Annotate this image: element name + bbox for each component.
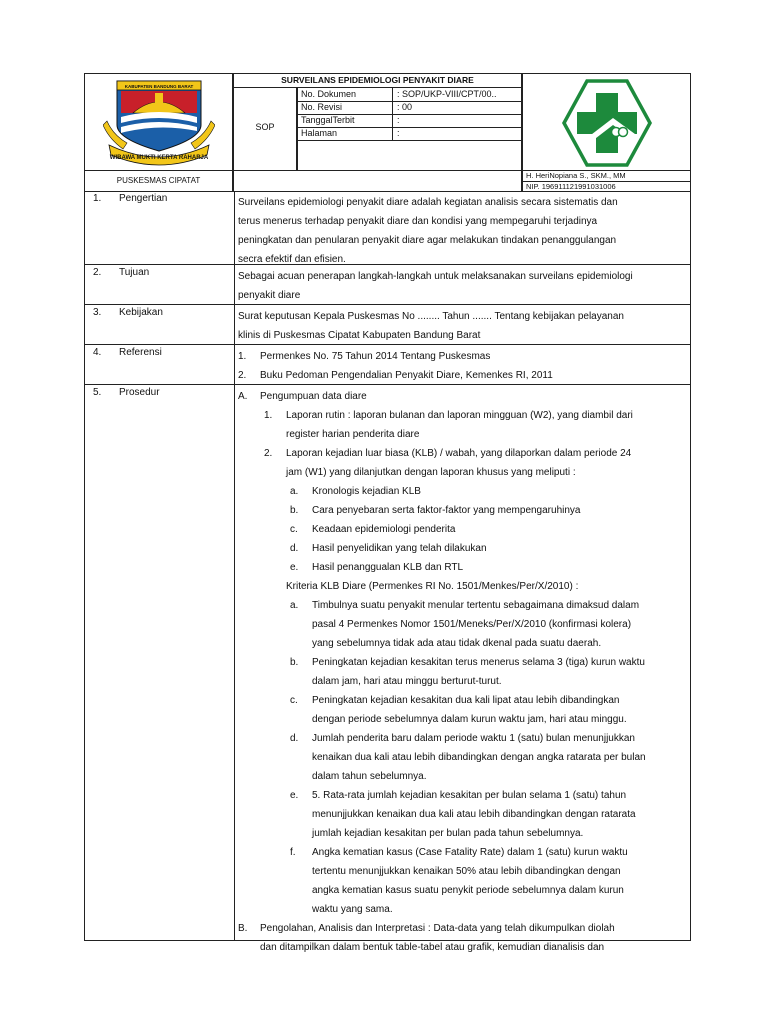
prosedur-a2: 2. Laporan kejadian luar biasa (KLB) / wabah, yang dilaporkan dalam periode 24 jam (W1) yang dilanjutkan dengan laporan khusus yang meliputi : xyxy=(264,448,632,478)
document-header xyxy=(84,73,691,192)
label-kebijakan: Kebijakan xyxy=(119,307,163,318)
signatory-name: H. HeriNopiana S., SKM., MM xyxy=(523,171,690,182)
list-item: e. Hasil penanggualan KLB dan RTL xyxy=(290,562,464,573)
kriteria-item-e: e. 5. Rata-rata jumlah kejadian kesakitan per bulan selama 1 (satu) tahun menunjjukkan kenaikan dua kali atau lebih dibandingkan dengan ratarata jumlah kejadian kesakitan per bulan pada tahun sebelumnya. xyxy=(290,790,636,839)
label-pengertian: Pengertian xyxy=(119,193,168,204)
header-empty-cell xyxy=(233,170,522,192)
kriteria-item-a: a. Timbulnya suatu penyakit menular tertentu sebagaimana dimaksud dalam pasal 4 Permenkes Nomor 1501/Meneks/Per/X/2010 (konfirmasi kolera) yang sebelumnya tidak ada atau tidak dkenal pada suatu daerah. xyxy=(290,600,640,649)
signatory-cell xyxy=(522,170,691,192)
puskesmas-logo xyxy=(561,78,653,168)
kriteria-item-d: d. Jumlah penderita baru dalam periode waktu 1 (satu) bulan menunjjukkan kenaikan dua kali atau lebih dibandingkan dengan angka ratarata per bulan dalam tahun sebelumnya. xyxy=(290,733,646,782)
kriteria-item-b: b. Peningkatan kejadian kesakitan terus menerus selama 3 (tiga) kurun waktu dalam jam, hari atau minggu berturut-turut. xyxy=(290,657,645,687)
list-item: 2. Buku Pedoman Pengendalian Penyakit Diare, Kemenkes RI, 2011 xyxy=(238,370,553,381)
row-kebijakan: 3. Kebijakan Surat keputusan Kepala Puskesmas No ........ Tahun ....... Tentang kebijakan pelayanan klinis di Puskesmas Cipatat Kabupaten Bandung Barat xyxy=(84,305,691,345)
puskesmas-cell xyxy=(84,170,233,192)
row-pengertian: 1. Pengertian Surveilans epidemiologi penyakit diare adalah kegiatan analisis secara sistematis dan terus menerus terhadap penyakit diare dan kondisi yang mempegaruhi terjadinya peningkatan dan penularan penyakit diare agar melakukan tindakan penanggulangan secra efektif dan efisien. xyxy=(84,191,691,265)
document-title: SURVEILANS EPIDEMIOLOGI PENYAKIT DIARE xyxy=(281,75,474,85)
content-prosedur xyxy=(238,387,687,957)
content-referensi xyxy=(238,347,687,385)
logo-cell-right xyxy=(522,73,691,171)
list-item: b. Cara penyebaran serta faktor-faktor yang mempengaruhinya xyxy=(290,505,581,516)
content-kebijakan: Surat keputusan Kepala Puskesmas No ........ Tahun ....... Tentang kebijakan pelayanan klinis di Puskesmas Cipatat Kabupaten Bandung Barat xyxy=(238,311,624,341)
kriteria-klb-heading: Kriteria KLB Diare (Permenkes RI No. 1501/Menkes/Per/X/2010) : xyxy=(286,581,579,592)
document-meta: No. Dokumen : SOP/UKP-VIII/CPT/00.. No. Revisi : 00 TanggalTerbit : Halaman : xyxy=(297,87,522,171)
kabupaten-bandung-barat-logo xyxy=(103,77,215,167)
kriteria-item-f: f. Angka kematian kasus (Case Fatality Rate) dalam 1 (satu) kurun waktu tertentu menunjjukkan kenaikan 50% atau lebih dibandingkan dengan angka kematian kasus suatu penykit periode sebelumnya dalam kurun waktu yang sama. xyxy=(290,847,628,915)
list-item: c. Keadaan epidemiologi penderita xyxy=(290,524,456,535)
list-item: d. Hasil penyelidikan yang telah dilakukan xyxy=(290,543,487,554)
row-tujuan: 2. Tujuan Sebagai acuan penerapan langkah-langkah untuk melaksanakan surveilans epidemiologi penyakit diare xyxy=(84,265,691,305)
content-tujuan: Sebagai acuan penerapan langkah-langkah untuk melaksanakan surveilans epidemiologi penyakit diare xyxy=(238,271,633,301)
prosedur-a-title: A. Pengumpuan data diare xyxy=(238,391,367,402)
list-item: a. Kronologis kejadian KLB xyxy=(290,486,421,497)
puskesmas-name: PUSKESMAS CIPATAT xyxy=(116,176,201,185)
row-prosedur: 5. Prosedur A. Pengumpuan data diare 1. Laporan rutin : laporan bulanan dan laporan mingguan (W2), yang diambil dari register harian penderita diare 2. Laporan kejadian luar biasa (KLB) / wabah, yang dilaporkan dalam periode 24 jam (W1) yang dilanjutkan dengan laporan khusus yang meliputi : a. Kronologis kejadian KLB b. Cara penyebaran serta faktor-faktor yang mempengaruhinya c. Keadaan epidemiologi penderita d. Hasil penyelidikan yang telah dilakukan e. Hasil penanggualan KLB dan RTL Kriteria KLB Diare (Permenkes RI No. 1501/Menkes/Per/X/2010) : a. Timbulnya suatu penyakit menular tertentu sebagaimana dimaksud dalam pasal 4 Permenkes Nomor 1501/Meneks/Per/X/2010 (konfirmasi kolera) yang sebelumnya tidak ada atau tidak dkenal pada suatu daerah. b. Peningkatan kejadian kesakitan terus menerus selama 3 (tiga) kurun waktu dalam jam, hari atau minggu berturut-turut. c. Peningkatan kejadian kesakitan dua kali lipat atau lebih dibandingkan dengan periode sebelumnya dalam kurun waktu jam, hari atau minggu. d. Jumlah penderita baru dalam periode waktu 1 (satu) bulan menunjjukkan kenaikan dua kali atau lebih dibandingkan dengan angka ratarata per bulan dalam tahun sebelumnya. e. 5. Rata-rata jumlah kejadian kesakitan per bulan selama 1 (satu) tahun menunjjukkan kenaikan dua kali atau lebih dibandingkan dengan ratarata jumlah kejadian kesakitan per bulan pada tahun sebelumnya. f. Angka kematian kasus (Case Fatality Rate) dalam 1 (satu) kurun waktu tertentu menunjjukkan kenaikan 50% atau lebih dibandingkan dengan angka kematian kasus suatu penykit periode sebelumnya dalam kurun waktu yang sama. B. Pengolahan, Analisis dan Interpretasi : Data-data yang telah dikumpulkan diolah dan ditampilkan dalam bentuk table-tabel atau grafik, kemudian dianalisis dan xyxy=(84,385,691,941)
signatory-nip: NIP. 196911121991031006 xyxy=(526,182,616,191)
prosedur-a1: 1. Laporan rutin : laporan bulanan dan laporan mingguan (W2), yang diambil dari register harian penderita diare xyxy=(264,410,633,440)
label-referensi: Referensi xyxy=(119,347,162,358)
sop-label: SOP xyxy=(255,122,275,132)
kriteria-item-c: c. Peningkatan kejadian kesakitan dua kali lipat atau lebih dibandingkan dengan periode sebelumnya dalam kurun waktu jam, hari atau minggu. xyxy=(290,695,627,725)
logo-cell-left xyxy=(84,73,233,171)
list-item: 1. Permenkes No. 75 Tahun 2014 Tentang Puskesmas xyxy=(238,351,491,362)
sop-cell xyxy=(233,87,297,171)
label-tujuan: Tujuan xyxy=(119,267,150,278)
prosedur-b: B. Pengolahan, Analisis dan Interpretasi : Data-data yang telah dikumpulkan diolah dan ditampilkan dalam bentuk table-tabel atau grafik, kemudian dianalisis dan xyxy=(238,923,615,953)
logo-motto-text: WIBAWA MUKTI KERTA RAHARJA xyxy=(109,155,209,161)
label-prosedur: Prosedur xyxy=(119,387,160,398)
content-pengertian: Surveilans epidemiologi penyakit diare adalah kegiatan analisis secara sistematis dan terus menerus terhadap penyakit diare dan kondisi yang mempegaruhi terjadinya peningkatan dan penularan penyakit diare agar melakukan tindakan penanggulangan secra efektif dan efisien. xyxy=(238,197,618,265)
logo-top-text: KABUPATEN BANDUNG BARAT xyxy=(124,84,194,89)
row-referensi: 4. Referensi 1. Permenkes No. 75 Tahun 2014 Tentang Puskesmas 2. Buku Pedoman Pengendalian Penyakit Diare, Kemenkes RI, 2011 xyxy=(84,345,691,385)
title-cell xyxy=(233,73,522,88)
sop-content-table xyxy=(84,191,691,953)
